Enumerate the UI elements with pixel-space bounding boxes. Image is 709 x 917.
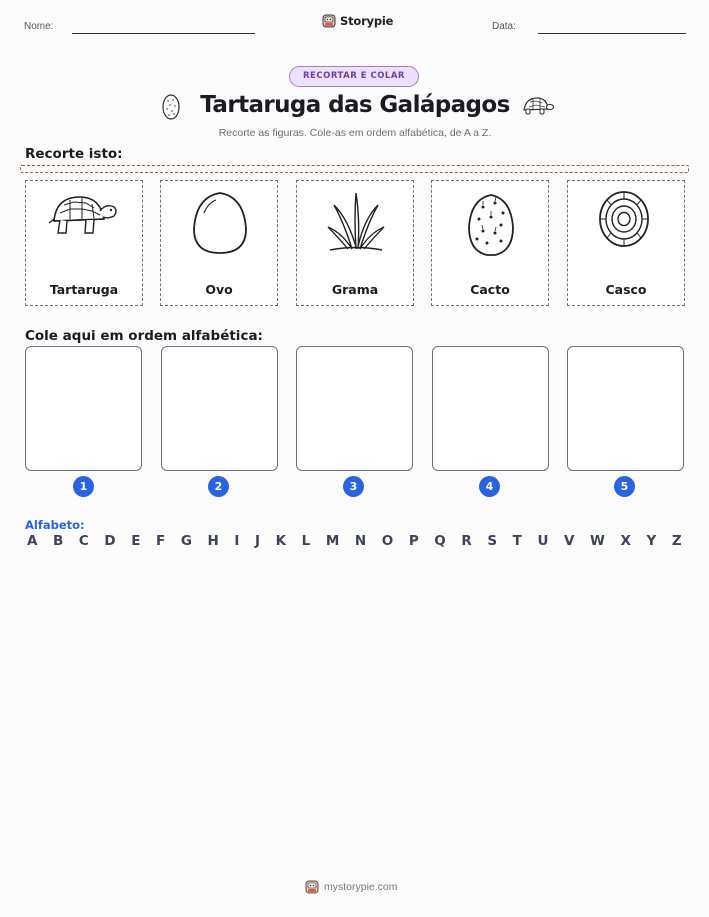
alphabet-letter: B — [53, 533, 64, 549]
alphabet-letter: C — [78, 533, 89, 549]
alphabet-letter: Y — [646, 533, 657, 549]
storypie-mascot-icon — [305, 879, 319, 895]
turtle-icon — [48, 189, 120, 241]
alphabet-letter: W — [590, 533, 605, 549]
name-label: Nome: — [24, 21, 54, 32]
turtle-decoration-icon — [520, 94, 554, 118]
card-label: Casco — [605, 282, 647, 297]
alphabet-letter: I — [234, 533, 240, 549]
page-title: Tartaruga das Galápagos — [200, 92, 510, 118]
cut-card-cacto[interactable] — [431, 180, 549, 306]
brand-name: Storypie — [340, 14, 394, 28]
position-number-5: 5 — [614, 476, 635, 497]
shell-icon — [598, 189, 658, 251]
alphabet-letter: J — [255, 533, 261, 549]
alphabet-letter: Z — [671, 533, 682, 549]
cut-card-tartaruga[interactable] — [25, 180, 143, 306]
cut-card-casco[interactable] — [567, 180, 685, 306]
alphabet-letter: U — [537, 533, 549, 549]
alphabet-letter: S — [487, 533, 498, 549]
alphabet-letter: O — [381, 533, 394, 549]
alphabet-letter: H — [207, 533, 219, 549]
date-line[interactable] — [538, 33, 686, 34]
date-label: Data: — [492, 21, 516, 32]
position-number-4: 4 — [479, 476, 500, 497]
alphabet-letter: N — [354, 533, 367, 549]
alphabet-letter: E — [131, 533, 141, 549]
grass-icon — [326, 189, 386, 255]
alphabet-letter: G — [180, 533, 192, 549]
cactus-decoration-icon — [160, 92, 182, 122]
alphabet-letter: P — [408, 533, 419, 549]
alphabet-letter: T — [512, 533, 522, 549]
alphabet-letter: K — [275, 533, 287, 549]
alphabet-label: Alfabeto: — [25, 518, 85, 532]
cactus-icon — [461, 189, 521, 259]
alphabet-letter: L — [301, 533, 311, 549]
name-line[interactable] — [72, 33, 255, 34]
activity-type-badge: RECORTAR E COLAR — [289, 66, 419, 87]
cut-card-ovo[interactable] — [160, 180, 278, 306]
paste-box-3[interactable] — [296, 346, 413, 471]
alphabet-row — [27, 533, 682, 549]
card-label: Ovo — [205, 282, 233, 297]
alphabet-letter: Q — [434, 533, 446, 549]
paste-box-1[interactable] — [25, 346, 142, 471]
card-label: Grama — [331, 282, 379, 297]
footer-site-link[interactable]: mystorypie.com — [324, 881, 398, 893]
card-label: Cacto — [470, 282, 510, 297]
alphabet-letter: X — [620, 533, 631, 549]
instructions: Recorte as figuras. Cole-as em ordem alfabética, de A a Z. — [218, 127, 492, 139]
paste-box-4[interactable] — [432, 346, 549, 471]
paste-box-5[interactable] — [567, 346, 684, 471]
alphabet-letter: V — [564, 533, 575, 549]
footer — [305, 879, 398, 895]
position-number-2: 2 — [208, 476, 229, 497]
position-number-3: 3 — [343, 476, 364, 497]
card-label: Tartaruga — [49, 282, 119, 297]
paste-box-2[interactable] — [161, 346, 278, 471]
alphabet-letter: M — [325, 533, 340, 549]
paste-section-label: Cole aqui em ordem alfabética: — [25, 328, 263, 344]
alphabet-letter: R — [461, 533, 472, 549]
alphabet-letter: F — [156, 533, 166, 549]
egg-icon — [190, 189, 250, 257]
brand-logo — [322, 13, 393, 29]
alphabet-letter: D — [104, 533, 116, 549]
storypie-mascot-icon — [322, 13, 336, 29]
alphabet-letter: A — [27, 533, 38, 549]
cut-guide-line — [20, 165, 689, 173]
cut-section-label: Recorte isto: — [25, 146, 123, 162]
cut-card-grama[interactable] — [296, 180, 414, 306]
position-number-1: 1 — [73, 476, 94, 497]
